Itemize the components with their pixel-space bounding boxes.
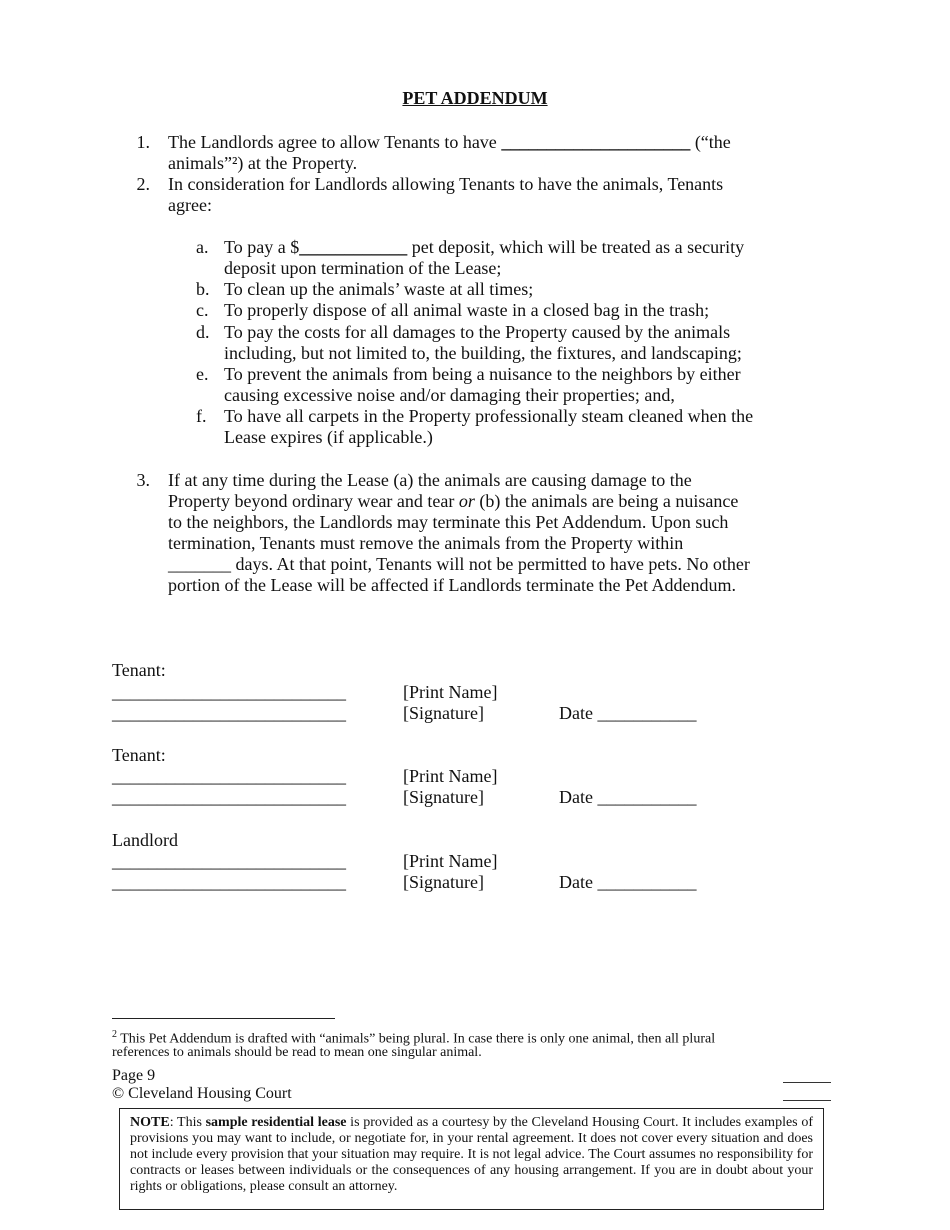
item-number: 1. — [136, 132, 150, 152]
subitem-f-line-1: To have all carpets in the Property professionally steam cleaned when the — [224, 406, 754, 426]
subitem-d-line-1: To pay the costs for all damages to the Property caused by the animals — [224, 322, 731, 342]
item-3-line-5: _______ days. At that point, Tenants will not be permitted to have pets. No other — [168, 554, 750, 574]
signature-label: [Signature] — [403, 703, 484, 723]
item-number: 3. — [136, 470, 150, 490]
signature-heading: Tenant: — [112, 745, 166, 765]
signature-label: [Signature] — [403, 872, 484, 892]
subitem-letter: f. — [196, 406, 207, 426]
page-title: PET ADDENDUM — [402, 88, 548, 108]
item-3-line-4: termination, Tenants must remove the animals from the Property within — [168, 533, 684, 553]
initials-line[interactable] — [783, 1100, 831, 1101]
date-field[interactable]: Date ___________ — [559, 703, 697, 723]
item-3-line-1: If at any time during the Lease (a) the animals are causing damage to the — [168, 470, 692, 490]
subitem-a-line-1: To pay a $____________ pet deposit, which will be treated as a security — [224, 237, 745, 257]
print-name-label: [Print Name] — [403, 766, 498, 786]
subitem-letter: c. — [196, 300, 209, 320]
subitem-b-line-1: To clean up the animals’ waste at all times; — [224, 279, 534, 299]
subitem-letter: a. — [196, 237, 209, 257]
subitem-e-line-2: causing excessive noise and/or damaging their properties; and, — [224, 385, 675, 405]
footnote-line-2: references to animals should be read to mean one singular animal. — [112, 1045, 482, 1060]
animals-blank[interactable]: _____________________ — [501, 132, 691, 152]
signature-heading: Landlord — [112, 830, 178, 850]
subitem-letter: e. — [196, 364, 209, 384]
subitem-a-line-2: deposit upon termination of the Lease; — [224, 258, 502, 278]
signature-line[interactable]: __________________________ — [112, 872, 346, 892]
note-text: NOTE: This sample residential lease is provided as a courtesy by the Cleveland Housing Court. It includes examples of provisions you may want to include, or negotiate for, in your rental agreement. It does not cover every situation and does not include every provision that your situation may require. It is not legal advice. The Court assumes no responsibility for contracts or leases between individuals or the consequences of any housing arrangement. If you are in doubt about your rights or obligations, please consult an attorney. — [130, 1115, 813, 1194]
subitem-c-line-1: To properly dispose of all animal waste in a closed bag in the trash; — [224, 300, 710, 320]
item-2-line-2: agree: — [168, 195, 212, 215]
signature-line[interactable]: __________________________ — [112, 787, 346, 807]
print-name-line[interactable]: __________________________ — [112, 766, 346, 786]
print-name-label: [Print Name] — [403, 851, 498, 871]
print-name-line[interactable]: __________________________ — [112, 682, 346, 702]
subitem-letter: d. — [196, 322, 210, 342]
subitem-d-line-2: including, but not limited to, the building, the fixtures, and landscaping; — [224, 343, 742, 363]
item-3-line-6: portion of the Lease will be affected if Landlords terminate the Pet Addendum. — [168, 575, 736, 595]
signature-line[interactable]: __________________________ — [112, 703, 346, 723]
item-1-line-1: The Landlords agree to allow Tenants to have _____________________ (“the — [168, 132, 731, 152]
deposit-blank[interactable]: ____________ — [299, 237, 408, 257]
subitem-e-line-1: To prevent the animals from being a nuisance to the neighbors by either — [224, 364, 741, 384]
initials-line[interactable] — [783, 1082, 831, 1083]
page-number: Page 9 — [112, 1067, 156, 1084]
print-name-label: [Print Name] — [403, 682, 498, 702]
signature-heading: Tenant: — [112, 660, 166, 680]
footnote-line-1: $^2$ This Pet Addendum is drafted with “animals” being plural. In case there is only one animal, then all plural — [112, 1029, 716, 1047]
footnote-separator — [112, 1018, 335, 1019]
date-field[interactable]: Date ___________ — [559, 872, 697, 892]
note-box — [119, 1108, 824, 1210]
item-3-line-2: Property beyond ordinary wear and tear or (b) the animals are being a nuisance — [168, 491, 739, 511]
date-field[interactable]: Date ___________ — [559, 787, 697, 807]
copyright: © Cleveland Housing Court — [112, 1085, 292, 1102]
subitem-f-line-2: Lease expires (if applicable.) — [224, 427, 433, 447]
print-name-line[interactable]: __________________________ — [112, 851, 346, 871]
item-2-line-1: In consideration for Landlords allowing Tenants to have the animals, Tenants — [168, 174, 724, 194]
subitem-letter: b. — [196, 279, 210, 299]
item-number: 2. — [136, 174, 150, 194]
item-3-line-3: to the neighbors, the Landlords may terminate this Pet Addendum. Upon such — [168, 512, 729, 532]
item-1-line-2: animals”²) at the Property. — [168, 153, 358, 173]
signature-label: [Signature] — [403, 787, 484, 807]
